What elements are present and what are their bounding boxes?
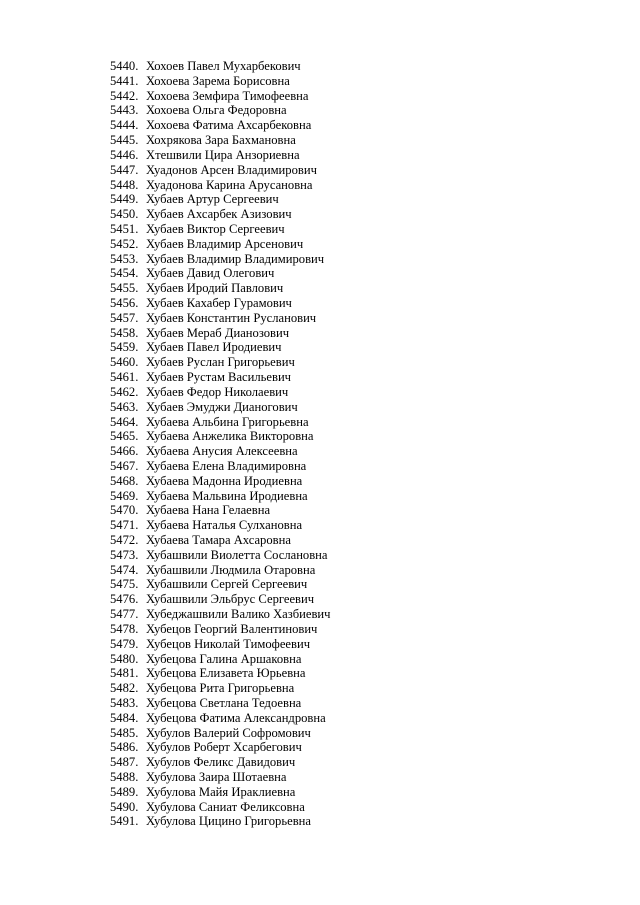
- list-item: [110, 118, 331, 133]
- list-item-name: Хохоев Павел Мухарбекович: [146, 59, 301, 73]
- list-item-number: 5484.: [110, 710, 139, 725]
- list-item: [110, 415, 331, 430]
- list-item-number: 5454.: [110, 266, 139, 281]
- list-item: [110, 148, 331, 163]
- list-item-name: Хубецова Елизавета Юрьевна: [146, 666, 306, 681]
- list-item-name: Хубулова Заира Шотаевна: [146, 770, 287, 784]
- list-item-number: 5448.: [110, 177, 139, 192]
- list-item-number: 5488.: [110, 770, 139, 784]
- list-item-number: 5455.: [110, 281, 139, 296]
- list-item-name: Хубашвили Эльбрус Сергеевич: [146, 592, 315, 607]
- list-item: [110, 340, 331, 355]
- list-item: [110, 222, 331, 237]
- list-item-number: 5480.: [110, 651, 139, 666]
- list-item-number: 5467.: [110, 458, 139, 473]
- list-item-name: Хубаев Кахабер Гурамович: [146, 296, 292, 310]
- list-item-number: 5450.: [110, 207, 139, 222]
- list-item: [110, 577, 331, 592]
- list-item-number: 5477.: [110, 607, 139, 622]
- list-item-number: 5469.: [110, 488, 139, 503]
- list-item: [110, 459, 331, 474]
- list-item-name: Хубаев Константин Русланович: [146, 310, 317, 325]
- list-item-name: Хубулова Саниат Феликсовна: [146, 799, 305, 814]
- list-item-number: 5442.: [110, 88, 139, 103]
- list-item-number: 5486.: [110, 740, 139, 755]
- list-item: [110, 103, 331, 118]
- list-item-name: Хохоева Зарема Борисовна: [146, 73, 290, 88]
- list-item-name: Хубашвили Виолетта Сослановна: [146, 547, 328, 562]
- list-item-name: Хубаев Иродий Павлович: [146, 281, 284, 296]
- list-item-number: 5473.: [110, 547, 139, 562]
- list-item: [110, 563, 331, 578]
- list-item: [110, 755, 331, 770]
- list-item-number: 5451.: [110, 221, 139, 236]
- list-item: [110, 178, 331, 193]
- list-item-name: Хубаев Руслан Григорьевич: [146, 355, 295, 370]
- list-item-number: 5465.: [110, 429, 139, 444]
- list-item-name: Хубаева Нана Гелаевна: [146, 503, 271, 518]
- list-item-name: Хубецова Фатима Александровна: [146, 710, 326, 725]
- list-item: [110, 89, 331, 104]
- list-item: [110, 163, 331, 178]
- list-item: [110, 355, 331, 370]
- list-item: [110, 385, 331, 400]
- list-item-number: 5463.: [110, 399, 139, 414]
- list-item: [110, 652, 331, 667]
- list-item: [110, 400, 331, 415]
- list-item-name: Хуадонов Арсен Владимирович: [146, 162, 317, 177]
- list-item-number: 5453.: [110, 251, 139, 266]
- list-item-number: 5483.: [110, 695, 139, 710]
- list-item-name: Хубулов Роберт Хсарбегович: [146, 740, 302, 755]
- list-item: [110, 814, 331, 829]
- list-item: [110, 770, 331, 785]
- list-item-number: 5457.: [110, 310, 139, 325]
- list-item-number: 5487.: [110, 755, 139, 770]
- list-item-name: Хубулов Валерий Софромович: [146, 725, 311, 740]
- list-item-name: Хубаева Мальвина Иродиевна: [146, 488, 308, 503]
- list-item-number: 5459.: [110, 340, 139, 355]
- list-item: [110, 311, 331, 326]
- list-item-number: 5444.: [110, 118, 139, 133]
- list-item: [110, 326, 331, 341]
- list-item: [110, 681, 331, 696]
- list-item: [110, 281, 331, 296]
- list-item-name: Хубаева Анусия Алексеевна: [146, 444, 298, 459]
- list-item-number: 5489.: [110, 784, 139, 799]
- list-item: [110, 533, 331, 548]
- list-item-name: Хубулова Цицино Григорьевна: [146, 814, 311, 829]
- list-item-name: Хубашвили Сергей Сергеевич: [146, 577, 308, 592]
- list-item: [110, 133, 331, 148]
- list-item-number: 5475.: [110, 577, 139, 592]
- list-item-name: Хубаева Елена Владимировна: [146, 458, 307, 473]
- list-item-name: Хубаев Эмуджи Дианогович: [146, 399, 298, 414]
- list-item-name: Хубаев Виктор Сергеевич: [146, 221, 285, 236]
- list-item-number: 5476.: [110, 592, 139, 607]
- list-item-number: 5441.: [110, 73, 139, 88]
- list-item-name: Хубеджашвили Валико Хазбиевич: [146, 607, 331, 622]
- list-item-number: 5470.: [110, 503, 139, 518]
- list-item-name: Хубаев Ахсарбек Азизович: [146, 207, 292, 222]
- list-item: [110, 237, 331, 252]
- list-item: [110, 59, 331, 74]
- list-item-number: 5478.: [110, 621, 139, 636]
- list-item: [110, 740, 331, 755]
- list-item: [110, 74, 331, 89]
- list-item-number: 5456.: [110, 296, 139, 310]
- list-item-name: Хубецов Николай Тимофеевич: [146, 636, 311, 651]
- list-item-name: Хтешвили Цира Анзориевна: [146, 147, 300, 162]
- list-item-number: 5468.: [110, 473, 139, 488]
- list-item-name: Хубаева Анжелика Викторовна: [146, 429, 314, 444]
- list-item-name: Хубаева Альбина Григорьевна: [146, 414, 309, 429]
- list-item-name: Хубаев Мераб Дианозович: [146, 325, 290, 340]
- list-item-name: Хубаев Артур Сергеевич: [146, 192, 279, 207]
- list-item-number: 5485.: [110, 725, 139, 740]
- list-item-name: Хубаева Тамара Ахсаровна: [146, 533, 291, 547]
- list-item-name: Хубаев Владимир Арсенович: [146, 236, 304, 251]
- list-item-name: Хубашвили Людмила Отаровна: [146, 562, 316, 577]
- list-item-number: 5466.: [110, 444, 139, 459]
- list-item-number: 5491.: [110, 814, 139, 829]
- list-item: [110, 370, 331, 385]
- list-item-name: Хубаев Давид Олегович: [146, 266, 275, 281]
- list-item-number: 5440.: [110, 59, 139, 73]
- list-item-name: Хубецова Галина Аршаковна: [146, 651, 302, 666]
- list-item: [110, 296, 331, 311]
- list-item-number: 5447.: [110, 162, 139, 177]
- list-item-name: Хубулов Феликс Давидович: [146, 755, 296, 770]
- list-item-number: 5482.: [110, 681, 139, 696]
- list-item-name: Хохоева Земфира Тимофеевна: [146, 88, 309, 103]
- list-item-name: Хубецова Светлана Тедоевна: [146, 695, 302, 710]
- list-item: [110, 429, 331, 444]
- list-item: [110, 266, 331, 281]
- list-item: [110, 548, 331, 563]
- list-item: [110, 592, 331, 607]
- list-item-number: 5445.: [110, 133, 139, 148]
- list-item-number: 5472.: [110, 533, 139, 547]
- list-item-number: 5471.: [110, 518, 139, 533]
- list-item-name: Хубаев Владимир Владимирович: [146, 251, 325, 266]
- list-item-number: 5474.: [110, 562, 139, 577]
- list-item: [110, 785, 331, 800]
- list-item: [110, 711, 331, 726]
- list-item: [110, 666, 331, 681]
- list-item-number: 5449.: [110, 192, 139, 207]
- list-item-number: 5460.: [110, 355, 139, 370]
- list-item: [110, 622, 331, 637]
- list-item-name: Хубецов Георгий Валентинович: [146, 621, 318, 636]
- list-item: [110, 696, 331, 711]
- list-item: [110, 489, 331, 504]
- list-item-number: 5443.: [110, 103, 139, 118]
- list-item-name: Хубаев Федор Николаевич: [146, 384, 289, 399]
- list-item-number: 5446.: [110, 147, 139, 162]
- list-item-name: Хохрякова Зара Бахмановна: [146, 133, 296, 148]
- list-item: [110, 637, 331, 652]
- list-item-number: 5479.: [110, 636, 139, 651]
- list-item-number: 5481.: [110, 666, 139, 681]
- list-item-name: Хуадонова Карина Арусановна: [146, 177, 313, 192]
- list-item: [110, 800, 331, 815]
- list-item: [110, 252, 331, 267]
- list-item-number: 5452.: [110, 236, 139, 251]
- list-item: [110, 207, 331, 222]
- list-item-name: Хубулова Майя Ираклиевна: [146, 784, 296, 799]
- list-item-name: Хубаев Рустам Васильевич: [146, 370, 292, 385]
- list-item: [110, 503, 331, 518]
- list-item: [110, 444, 331, 459]
- list-item: [110, 518, 331, 533]
- list-item-number: 5490.: [110, 799, 139, 814]
- list-item-name: Хубецова Рита Григорьевна: [146, 681, 295, 696]
- list-item: [110, 726, 331, 741]
- list-item-name: Хубаева Мадонна Иродиевна: [146, 473, 303, 488]
- list-item-name: Хубаев Павел Иродиевич: [146, 340, 282, 355]
- list-item: [110, 474, 331, 489]
- list-item-number: 5461.: [110, 370, 139, 385]
- list-item: [110, 192, 331, 207]
- list-item-name: Хохоева Ольга Федоровна: [146, 103, 287, 118]
- list-item-name: Хохоева Фатима Ахсарбековна: [146, 118, 312, 133]
- name-list: [110, 59, 331, 829]
- list-item-number: 5462.: [110, 384, 139, 399]
- list-item-number: 5458.: [110, 325, 139, 340]
- list-item: [110, 607, 331, 622]
- list-item-name: Хубаева Наталья Сулхановна: [146, 518, 303, 533]
- list-item-number: 5464.: [110, 414, 139, 429]
